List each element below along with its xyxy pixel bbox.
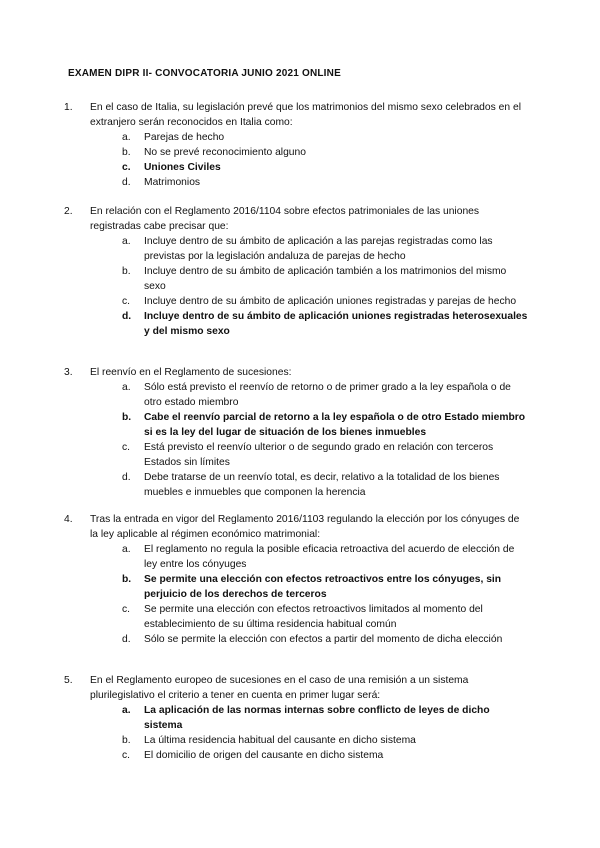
options-list — [90, 380, 530, 500]
question-2 — [64, 204, 530, 339]
option-c: c. Incluye dentro de su ámbito de aplicación uniones registradas y parejas de hecho — [122, 296, 517, 307]
option-c-correct: c. Uniones Civiles — [122, 162, 221, 173]
option-b: b. Incluye dentro de su ámbito de aplicación también a los matrimonios del mismo sexo — [122, 266, 507, 292]
option-c: c. El domicilio de origen del causante en dicho sistema — [122, 750, 384, 761]
option-d: d. Sólo se permite la elección con efectos a partir del momento de dicha elección — [122, 634, 503, 645]
option-b: b. No se prevé reconocimiento alguno — [122, 147, 306, 158]
option-a-correct: a. La aplicación de las normas internas sobre conflicto de leyes de dicho sistema — [122, 705, 490, 731]
question-5 — [64, 673, 530, 763]
options-list — [90, 703, 530, 763]
question-1 — [64, 100, 530, 190]
question-number: 1. — [64, 102, 73, 113]
question-number: 2. — [64, 206, 73, 217]
option-a: a. El reglamento no regula la posible eficacia retroactiva del acuerdo de elección de ley entre los cónyuges — [122, 544, 515, 570]
option-b-correct: b. Cabe el reenvío parcial de retorno a la ley española o de otro Estado miembro si es la ley del lugar de situación de los bienes inmuebles — [122, 412, 526, 438]
question-stem: En el Reglamento europeo de sucesiones en el caso de una remisión a un sistema plurilegislativo el criterio a tener en cuenta en primer lugar será: — [90, 675, 469, 701]
question-3 — [64, 365, 530, 500]
option-c: c. Se permite una elección con efectos retroactivos limitados al momento del establecimiento de su última residencia habitual común — [122, 604, 483, 630]
question-stem: En el caso de Italia, su legislación prevé que los matrimonios del mismo sexo celebrados en el extranjero serán reconocidos en Italia como: — [90, 102, 521, 128]
question-stem: En relación con el Reglamento 2016/1104 sobre efectos patrimoniales de las uniones registradas cabe precisar que: — [90, 206, 480, 232]
question-stem: El reenvío en el Reglamento de sucesiones: — [90, 367, 292, 378]
option-d: d. Debe tratarse de un reenvío total, es decir, relativo a la totalidad de los bienes muebles e inmuebles que componen la herencia — [122, 472, 500, 498]
option-b: b. La última residencia habitual del causante en dicho sistema — [122, 735, 416, 746]
option-d: d. Matrimonios — [122, 177, 201, 188]
question-stem: Tras la entrada en vigor del Reglamento 2016/1103 regulando la elección por los cónyuges de la ley aplicable al régimen económico matrimonial: — [90, 514, 520, 540]
option-c: c. Está previsto el reenvío ulterior o de segundo grado en relación con terceros Estados sin límites — [122, 442, 494, 468]
question-number: 5. — [64, 675, 73, 686]
options-list — [90, 130, 530, 190]
options-list — [90, 234, 530, 339]
option-a: a. Parejas de hecho — [122, 132, 225, 143]
exam-title: EXAMEN DIPR II- CONVOCATORIA JUNIO 2021 ONLINE — [68, 68, 341, 79]
option-a: a. Sólo está previsto el reenvío de retorno o de primer grado a la ley española o de otro estado miembro — [122, 382, 511, 408]
option-a: a. Incluye dentro de su ámbito de aplicación a las parejas registradas como las previstas por la legislación andaluza de parejas de hecho — [122, 236, 493, 262]
option-d-correct: d. Incluye dentro de su ámbito de aplicación uniones registradas heterosexuales y del mismo sexo — [122, 311, 528, 337]
options-list — [90, 542, 530, 647]
option-b-correct: b. Se permite una elección con efectos retroactivos entre los cónyuges, sin perjuicio de los derechos de terceros — [122, 574, 502, 600]
question-number: 3. — [64, 367, 73, 378]
question-number: 4. — [64, 514, 73, 525]
question-4 — [64, 512, 530, 647]
